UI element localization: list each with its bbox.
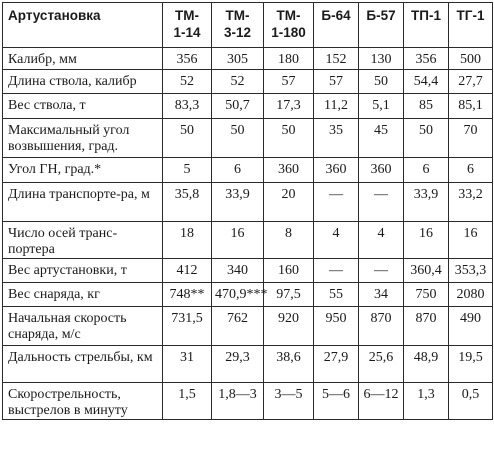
table-cell: 85 <box>404 94 449 119</box>
column-header-tp-1 <box>404 3 449 48</box>
table-cell: 57 <box>314 70 359 94</box>
table-row <box>3 283 493 307</box>
table-row <box>3 70 493 94</box>
column-header-tm-1-180 <box>264 3 314 48</box>
table-cell: — <box>314 183 359 222</box>
row-label: Дальность стрельбы, км <box>3 346 163 383</box>
table-cell: 6 <box>212 158 264 183</box>
table-cell: 470,9*** <box>212 283 264 307</box>
table-cell: 17,3 <box>264 94 314 119</box>
table-cell: 353,3 <box>449 259 493 283</box>
table-cell: 57 <box>264 70 314 94</box>
row-label: Вес ствола, т <box>3 94 163 119</box>
row-label: Вес снаряда, кг <box>3 283 163 307</box>
column-header-line2: 1-14 <box>173 25 201 40</box>
table-cell: 16 <box>404 222 449 259</box>
column-header-b-57 <box>359 3 404 48</box>
table-cell: 25,6 <box>359 346 404 383</box>
column-header-parameter: Артустановка <box>3 3 163 48</box>
table-row <box>3 222 493 259</box>
table-cell: 50,7 <box>212 94 264 119</box>
table-cell: 762 <box>212 307 264 346</box>
table-cell: 750 <box>404 283 449 307</box>
table-cell: 360 <box>359 158 404 183</box>
table-cell: 748** <box>163 283 212 307</box>
table-cell: 870 <box>359 307 404 346</box>
row-label: Начальная скорость снаряда, м/с <box>3 307 163 346</box>
column-header-line1: Б-57 <box>366 8 396 23</box>
table-cell: 4 <box>314 222 359 259</box>
table-cell: 870 <box>404 307 449 346</box>
table-cell: 2080 <box>449 283 493 307</box>
table-cell: 356 <box>404 48 449 70</box>
row-label: Длина транспорте-ра, м <box>3 183 163 222</box>
column-header-line1: ТМ- <box>225 8 250 23</box>
table-cell: 5 <box>163 158 212 183</box>
row-label: Угол ГН, град.* <box>3 158 163 183</box>
table-row <box>3 346 493 383</box>
column-header-tg-1 <box>449 3 493 48</box>
table-row <box>3 259 493 283</box>
table-cell: 731,5 <box>163 307 212 346</box>
table-cell: 1,3 <box>404 383 449 420</box>
table-cell: 360 <box>314 158 359 183</box>
table-cell: 180 <box>264 48 314 70</box>
table-cell: 16 <box>212 222 264 259</box>
table-row <box>3 307 493 346</box>
table-cell: 35,8 <box>163 183 212 222</box>
table-cell: 920 <box>264 307 314 346</box>
column-header-tm-3-12 <box>212 3 264 48</box>
table-cell: 50 <box>163 119 212 158</box>
row-label: Вес артустановки, т <box>3 259 163 283</box>
table-cell: 160 <box>264 259 314 283</box>
table-cell: 16 <box>449 222 493 259</box>
row-label: Скорострельность, выстрелов в минуту <box>3 383 163 420</box>
table-cell: 3—5 <box>264 383 314 420</box>
table-cell: 52 <box>212 70 264 94</box>
table-cell: 0,5 <box>449 383 493 420</box>
table-cell: 130 <box>359 48 404 70</box>
column-header-b-64 <box>314 3 359 48</box>
table-cell: 340 <box>212 259 264 283</box>
table-cell: 54,4 <box>404 70 449 94</box>
table-cell: 97,5 <box>264 283 314 307</box>
table-row <box>3 48 493 70</box>
table-cell: 55 <box>314 283 359 307</box>
table-cell: 20 <box>264 183 314 222</box>
table-cell: 360,4 <box>404 259 449 283</box>
table-cell: 19,5 <box>449 346 493 383</box>
row-label: Число осей транс-портера <box>3 222 163 259</box>
table-cell: 27,9 <box>314 346 359 383</box>
table-cell: 31 <box>163 346 212 383</box>
table-cell: 33,9 <box>212 183 264 222</box>
row-label: Калибр, мм <box>3 48 163 70</box>
artillery-specs-table <box>2 2 493 420</box>
table-cell: 1,8—3 <box>212 383 264 420</box>
table-cell: 8 <box>264 222 314 259</box>
column-header-tm-1-14 <box>163 3 212 48</box>
row-label: Максимальный угол возвышения, град. <box>3 119 163 158</box>
column-header-line2: 3-12 <box>223 25 252 40</box>
column-header-line1: Б-64 <box>321 8 351 23</box>
table-header-row <box>3 3 493 48</box>
table-cell: 152 <box>314 48 359 70</box>
table-cell: 50 <box>359 70 404 94</box>
table-row <box>3 119 493 158</box>
table-cell: 48,9 <box>404 346 449 383</box>
table-cell: 35 <box>314 119 359 158</box>
table-cell: 18 <box>163 222 212 259</box>
table-cell: 1,5 <box>163 383 212 420</box>
row-label: Длина ствола, калибр <box>3 70 163 94</box>
table-cell: 29,3 <box>212 346 264 383</box>
table-cell: 34 <box>359 283 404 307</box>
table-cell: 490 <box>449 307 493 346</box>
column-header-line2: 1-180 <box>271 25 306 40</box>
column-header-line1: ТМ- <box>175 8 199 23</box>
table-cell: 6—12 <box>359 383 404 420</box>
column-header-line1: ТМ- <box>276 8 301 23</box>
table-cell: 85,1 <box>449 94 493 119</box>
table-cell: 11,2 <box>314 94 359 119</box>
table-cell: 305 <box>212 48 264 70</box>
table-cell: 6 <box>404 158 449 183</box>
table-cell: 50 <box>404 119 449 158</box>
table-row <box>3 94 493 119</box>
table-cell: 27,7 <box>449 70 493 94</box>
table-cell: 83,3 <box>163 94 212 119</box>
table-cell: 52 <box>163 70 212 94</box>
table-cell: 50 <box>212 119 264 158</box>
table-cell: 5,1 <box>359 94 404 119</box>
table-cell: 500 <box>449 48 493 70</box>
table-cell: — <box>359 259 404 283</box>
table-cell: 6 <box>449 158 493 183</box>
table-cell: 33,2 <box>449 183 493 222</box>
table-row <box>3 158 493 183</box>
table-cell: 33,9 <box>404 183 449 222</box>
table-cell: 38,6 <box>264 346 314 383</box>
table-cell: — <box>314 259 359 283</box>
table-cell: 5—6 <box>314 383 359 420</box>
table-cell: 360 <box>264 158 314 183</box>
column-header-line1: ТГ-1 <box>456 8 485 23</box>
table-row <box>3 183 493 222</box>
table-cell: 4 <box>359 222 404 259</box>
table-cell: 356 <box>163 48 212 70</box>
table-cell: 45 <box>359 119 404 158</box>
table-row <box>3 383 493 420</box>
table-cell: 70 <box>449 119 493 158</box>
table-cell: 412 <box>163 259 212 283</box>
table-cell: 950 <box>314 307 359 346</box>
table-cell: — <box>359 183 404 222</box>
column-header-line1: ТП-1 <box>411 8 441 23</box>
table-cell: 50 <box>264 119 314 158</box>
